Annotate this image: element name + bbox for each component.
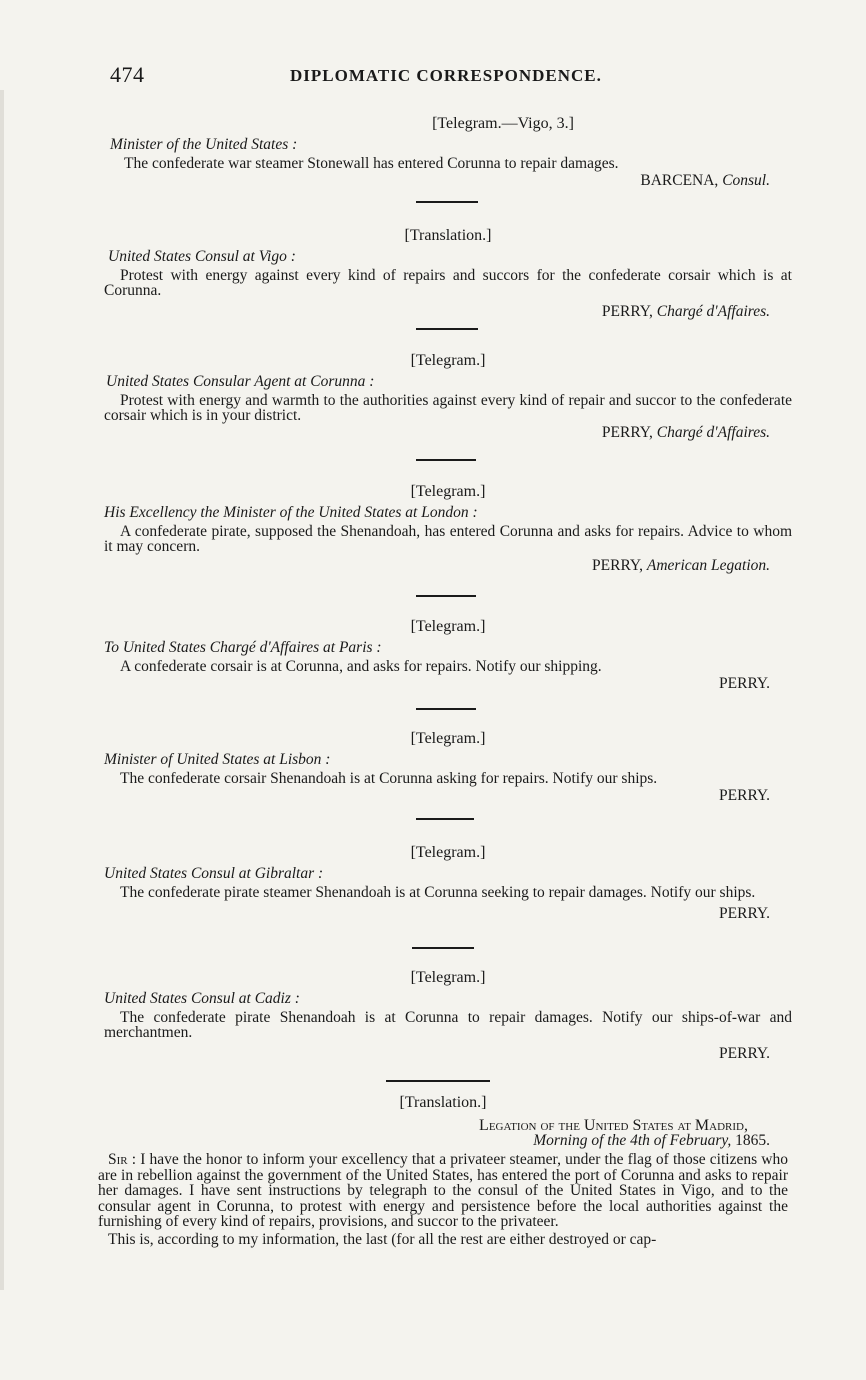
message-label: [Telegram.]	[410, 969, 486, 986]
message-signature	[104, 304, 792, 319]
dateline-year: 1865.	[735, 1132, 770, 1149]
letter-continuation: This is, according to my information, the last (for all the rest are either destroyed or cap-	[108, 1230, 657, 1248]
message-addressee: His Excellency the Minister of the United States at London :	[104, 504, 478, 521]
letter	[98, 1095, 788, 1247]
message-label: [Translation.]	[404, 227, 492, 244]
message-signature	[104, 788, 792, 803]
signer-role: Consul.	[722, 172, 770, 189]
message-label: [Telegram.]	[410, 352, 486, 369]
signer-name: PERRY.	[719, 675, 770, 692]
message-signature	[104, 173, 792, 188]
message-label: [Telegram.—Vigo, 3.]	[432, 115, 574, 132]
message-8	[104, 970, 792, 1061]
message-label: [Telegram.]	[410, 730, 486, 747]
message-addressee: United States Consul at Cadiz :	[104, 990, 300, 1007]
message-signature	[104, 676, 792, 691]
signer-name: PERRY,	[601, 424, 653, 441]
message-body: The confederate war steamer Stonewall has entered Corunna to repair damages.	[124, 155, 619, 172]
message-signature	[104, 425, 792, 440]
message-signature	[104, 558, 792, 573]
divider-rule	[416, 708, 476, 710]
divider-rule	[386, 1080, 490, 1082]
letter-heading: Legation of the United States at Madrid,	[479, 1117, 748, 1134]
message-addressee: Minister of United States at Lisbon :	[104, 751, 331, 768]
divider-rule	[412, 947, 474, 949]
signer-role: American Legation.	[646, 557, 770, 574]
divider-rule	[416, 595, 476, 597]
signer-name: PERRY,	[601, 303, 653, 320]
message-body: The confederate corsair Shenandoah is at Corunna asking for repairs. Notify our ships.	[120, 770, 658, 787]
divider-rule	[416, 818, 474, 820]
letter-label: [Translation.]	[399, 1094, 487, 1111]
signer-name: PERRY.	[719, 1045, 770, 1062]
letter-body	[98, 1152, 788, 1230]
signer-name: PERRY.	[719, 905, 770, 922]
divider-rule	[416, 201, 478, 203]
message-label: [Telegram.]	[410, 483, 486, 500]
message-signature	[104, 1046, 792, 1061]
letter-dateline	[98, 1133, 788, 1148]
page-number: 474	[110, 62, 145, 87]
divider-rule	[416, 328, 478, 330]
message-6	[104, 731, 792, 803]
message-body: Protest with energy and warmth to the authorities against every kind of repair and succor to the confederate corsair which is in your district.	[104, 392, 792, 424]
letter-text: I have the honor to inform your excellency that a privateer steamer, under the flag of those citizens who are in rebellion against the government of the United States, has entered the port of Corunna and asks to repair her damages. I have sent instructions by telegraph to the consul of the United States in Vigo, and to the consular agent in Corunna, to protest with energy and persistence before the local authorities against the furnishing of every kind of repairs, provisions, and succor to the privateer.	[98, 1151, 788, 1230]
running-head: DIPLOMATIC CORRESPONDENCE.	[290, 66, 602, 85]
message-5	[104, 619, 792, 691]
message-body: A confederate pirate, supposed the Shenandoah, has entered Corunna and asks for repairs. Advice to whom it may concern.	[104, 523, 792, 555]
message-label: [Telegram.]	[410, 844, 486, 861]
message-body: The confederate pirate Shenandoah is at Corunna to repair damages. Notify our ships-of-war and merchantmen.	[104, 1009, 792, 1041]
message-3	[104, 353, 792, 440]
page-header	[110, 62, 800, 92]
signer-name: PERRY.	[719, 787, 770, 804]
divider-rule	[416, 459, 476, 461]
message-4	[104, 484, 792, 573]
dateline-text: Morning of the 4th of February,	[533, 1132, 732, 1149]
message-1	[104, 116, 792, 188]
letter-salutation: Sir :	[108, 1151, 137, 1168]
message-body: The confederate pirate steamer Shenandoah is at Corunna seeking to repair damages. Notify our ships.	[120, 884, 756, 901]
signer-name: PERRY,	[592, 557, 643, 574]
message-body: Protest with energy against every kind of repairs and succors for the confederate corsair which is at Corunna.	[104, 267, 792, 299]
message-2	[104, 228, 792, 319]
message-addressee: To United States Chargé d'Affaires at Paris :	[104, 639, 382, 656]
message-body: A confederate corsair is at Corunna, and asks for repairs. Notify our shipping.	[120, 658, 602, 675]
message-addressee: United States Consul at Gibraltar :	[104, 865, 324, 882]
left-margin-edge	[0, 90, 4, 1290]
message-7	[104, 845, 792, 921]
signer-role: Chargé d'Affaires.	[656, 424, 770, 441]
signer-name: BARCENA,	[640, 172, 719, 189]
message-signature	[104, 906, 792, 921]
signer-role: Chargé d'Affaires.	[656, 303, 770, 320]
message-addressee: Minister of the United States :	[110, 136, 298, 153]
message-addressee: United States Consul at Vigo :	[108, 248, 296, 265]
message-addressee: United States Consular Agent at Corunna :	[106, 373, 375, 390]
message-label: [Telegram.]	[410, 618, 486, 635]
